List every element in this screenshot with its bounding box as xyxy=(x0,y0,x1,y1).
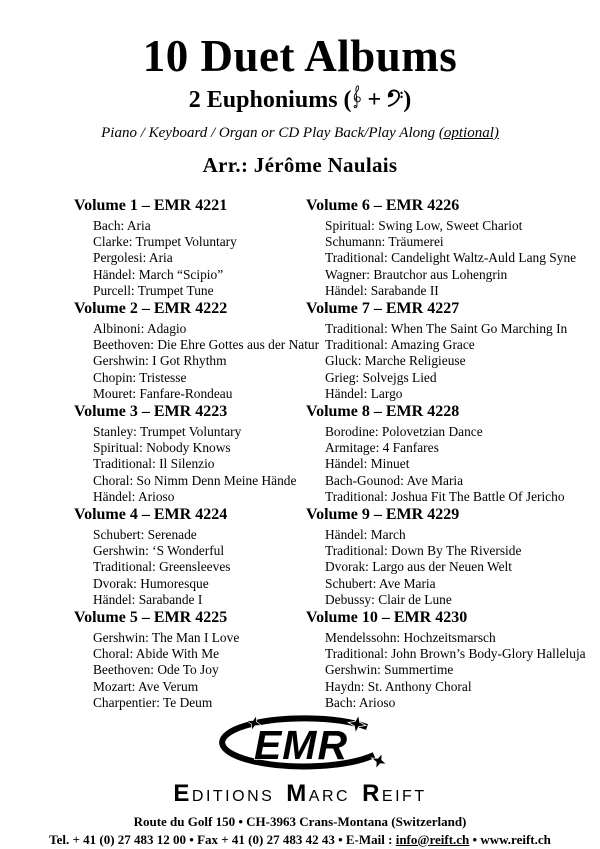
volume-block xyxy=(74,403,306,506)
track-item: Traditional: Greensleeves xyxy=(93,559,231,575)
playback-line xyxy=(0,125,600,142)
emr-logo-text: EMR xyxy=(253,721,349,768)
track-item: Händel: Largo xyxy=(325,386,403,402)
phone-fax-text: Tel. + 41 (0) 27 483 12 00 • Fax + 41 (0) 27 483 42 43 • E-Mail : xyxy=(49,831,396,847)
track-item: Grieg: Solvejgs Lied xyxy=(325,369,437,385)
publisher-name xyxy=(0,780,600,808)
track-item: Traditional: Joshua Fit The Battle Of Jericho xyxy=(325,489,565,505)
track-item: Händel: Minuet xyxy=(325,456,410,472)
volume-heading: Volume 3 – EMR 4223 xyxy=(74,402,228,420)
track-item: Armitage: 4 Fanfares xyxy=(325,440,439,455)
publisher-word: EDITIONS xyxy=(173,779,275,807)
track-item: Spiritual: Nobody Knows xyxy=(93,440,231,455)
track-item: Händel: March “Scipio” xyxy=(93,266,224,282)
track-item: Choral: Abide With Me xyxy=(93,646,220,661)
track-item: Albinoni: Adagio xyxy=(93,320,187,336)
track-item: Bach: Arioso xyxy=(325,695,396,711)
volume-heading: Volume 8 – EMR 4228 xyxy=(306,402,460,420)
track-item: Traditional: Down By The Riverside xyxy=(325,543,522,558)
track-item: Wagner: Brautchor aus Lohengrin xyxy=(325,266,508,282)
volume-heading: Volume 5 – EMR 4225 xyxy=(74,608,228,626)
volume-heading: Volume 1 – EMR 4221 xyxy=(74,196,228,214)
optional-text: (optional) xyxy=(438,124,499,141)
track-item: Mouret: Fanfare-Rondeau xyxy=(93,386,233,402)
track-item: Bach-Gounod: Ave Maria xyxy=(325,472,464,488)
volume-block xyxy=(74,609,306,712)
volume-block xyxy=(74,506,306,609)
track-item: Gluck: Marche Religieuse xyxy=(325,353,466,369)
track-list xyxy=(306,527,600,609)
track-item: Beethoven: Ode To Joy xyxy=(93,662,219,678)
track-list xyxy=(74,320,320,403)
page-footer xyxy=(0,714,600,848)
track-list xyxy=(306,321,600,403)
track-item: Schumann: Träumerei xyxy=(325,234,444,249)
volume-block xyxy=(306,300,600,403)
track-list xyxy=(306,424,600,506)
contact-line xyxy=(0,832,600,848)
track-list xyxy=(74,218,306,300)
track-item: Schubert: Ave Maria xyxy=(325,575,436,591)
volume-heading: Volume 7 – EMR 4227 xyxy=(306,299,460,317)
address-line: Route du Golf 150 • CH-3963 Crans-Montana (Switzerland) xyxy=(133,813,467,829)
volume-block xyxy=(306,197,600,300)
volume-heading: Volume 9 – EMR 4229 xyxy=(306,505,460,523)
volume-heading: Volume 10 – EMR 4230 xyxy=(306,608,468,626)
track-item: Mendelssohn: Hochzeitsmarsch xyxy=(325,629,496,645)
track-item: Gershwin: Summertime xyxy=(325,662,454,678)
volume-block xyxy=(306,403,600,506)
track-item: Spiritual: Swing Low, Sweet Chariot xyxy=(325,217,523,233)
track-item: Clarke: Trumpet Voluntary xyxy=(93,234,237,249)
track-list xyxy=(306,630,600,712)
publisher-word: REIFT xyxy=(362,779,427,807)
volume-column-right xyxy=(306,197,600,712)
volume-block xyxy=(74,299,320,403)
track-item: Traditional: Candelight Waltz-Auld Lang Syne xyxy=(325,250,577,266)
playback-text: Piano / Keyboard / Organ or CD Play Back/Play Along xyxy=(101,124,439,141)
track-item: Händel: Arioso xyxy=(93,489,175,505)
paren-close: ) xyxy=(403,86,412,113)
volume-block xyxy=(306,609,600,712)
volume-heading: Volume 4 – EMR 4224 xyxy=(74,505,228,523)
track-item: Traditional: When The Saint Go Marching In xyxy=(325,320,568,336)
treble-clef-icon xyxy=(352,85,362,116)
publisher-word: MARC xyxy=(286,779,351,807)
emr-logo xyxy=(0,714,600,778)
volume-column-left xyxy=(74,196,320,712)
volume-block xyxy=(306,506,600,609)
track-list xyxy=(74,630,306,712)
track-list xyxy=(74,424,306,506)
track-item: Haydn: St. Anthony Choral xyxy=(325,678,472,694)
track-item: Gershwin: The Man I Love xyxy=(93,629,240,645)
instrumentation-line xyxy=(0,86,600,117)
website-text: www.reift.ch xyxy=(480,831,551,847)
instrumentation-text: 2 Euphoniums xyxy=(188,86,338,113)
track-item: Dvorak: Humoresque xyxy=(93,575,209,591)
volume-heading: Volume 6 – EMR 4226 xyxy=(306,196,460,214)
track-item: Choral: So Nimm Denn Meine Hände xyxy=(93,472,297,488)
paren-open: ( xyxy=(343,86,352,113)
volume-heading: Volume 2 – EMR 4222 xyxy=(74,299,228,317)
track-item: Pergolesi: Aria xyxy=(93,250,173,266)
track-item: Bach: Aria xyxy=(93,217,151,233)
email-link[interactable]: info@reift.ch xyxy=(395,831,470,847)
track-item: Traditional: Amazing Grace xyxy=(325,337,475,352)
track-list xyxy=(74,527,306,609)
track-item: Händel: Sarabande II xyxy=(325,283,439,299)
track-item: Chopin: Tristesse xyxy=(93,369,187,385)
plus-sign: + xyxy=(367,86,382,113)
track-item: Händel: March xyxy=(325,526,406,542)
track-item: Gershwin: I Got Rhythm xyxy=(93,353,227,369)
track-item: Traditional: John Brown’s Body-Glory Halleluja xyxy=(325,646,586,661)
bullet-separator: • xyxy=(469,831,481,847)
track-item: Dvorak: Largo aus der Neuen Welt xyxy=(325,559,512,575)
track-item: Stanley: Trumpet Voluntary xyxy=(93,423,242,439)
bass-clef-icon xyxy=(387,87,403,114)
arranger-line: Arr.: Jérôme Naulais xyxy=(202,152,398,177)
track-item: Beethoven: Die Ehre Gottes aus der Natur xyxy=(93,337,320,352)
track-item: Gershwin: ‘S Wonderful xyxy=(93,543,225,558)
page-header xyxy=(0,0,600,178)
track-item: Händel: Sarabande I xyxy=(93,592,203,608)
track-item: Purcell: Trumpet Tune xyxy=(93,283,214,299)
track-item: Debussy: Clair de Lune xyxy=(325,592,452,608)
track-item: Traditional: Il Silenzio xyxy=(93,456,215,472)
track-item: Charpentier: Te Deum xyxy=(93,695,213,711)
volume-columns xyxy=(74,197,600,712)
track-item: Mozart: Ave Verum xyxy=(93,678,199,694)
track-item: Schubert: Serenade xyxy=(93,526,197,542)
track-list xyxy=(306,218,600,300)
page-title: 10 Duet Albums xyxy=(142,31,458,81)
volume-block xyxy=(74,197,306,300)
track-item: Borodine: Polovetzian Dance xyxy=(325,423,483,439)
